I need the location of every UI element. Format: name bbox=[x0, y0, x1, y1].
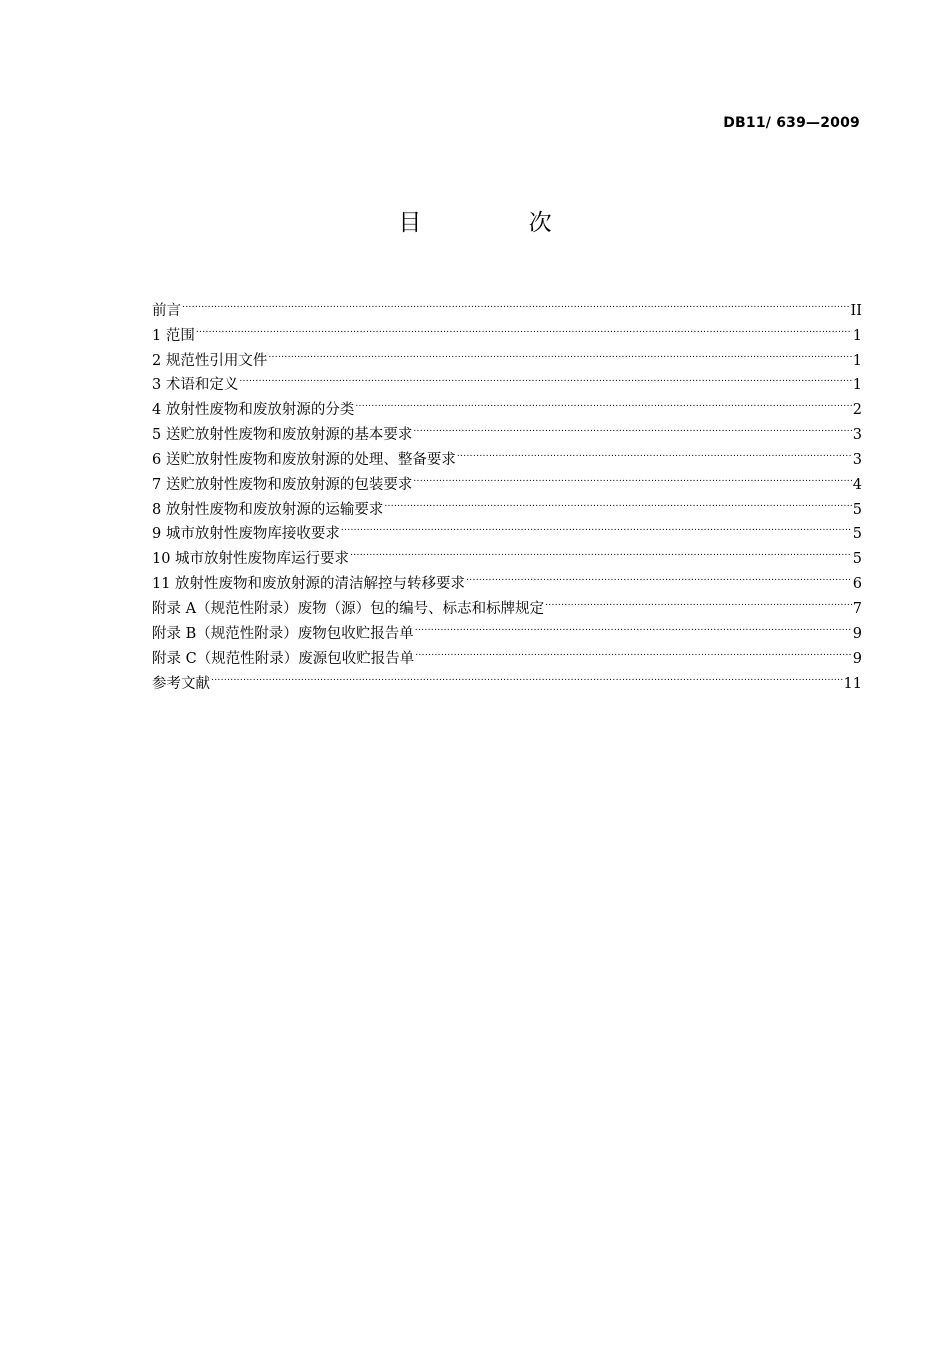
toc-dot-leader bbox=[457, 439, 852, 464]
toc-entry-label: 7 送贮放射性废物和废放射源的包装要求 bbox=[152, 476, 413, 493]
toc-dot-leader bbox=[545, 588, 852, 613]
toc-entry-label: 3 术语和定义 bbox=[152, 377, 239, 394]
toc-dot-leader bbox=[239, 365, 851, 390]
toc-dot-leader bbox=[268, 340, 851, 365]
toc-entry-page: 9 bbox=[852, 625, 862, 642]
toc-entry-label: 8 放射性废物和废放射源的运输要求 bbox=[152, 501, 384, 518]
toc-entry-page: II bbox=[850, 302, 862, 319]
toc-entry-page: 5 bbox=[852, 501, 862, 518]
toc-dot-leader bbox=[341, 514, 852, 539]
toc-dot-leader bbox=[384, 489, 851, 514]
toc-entry-label: 4 放射性废物和废放射源的分类 bbox=[152, 402, 355, 419]
toc-dot-leader bbox=[182, 290, 850, 315]
toc-entry-page: 11 bbox=[843, 675, 862, 692]
toc-entry-page: 2 bbox=[852, 402, 862, 419]
toc-entry-page: 3 bbox=[852, 427, 862, 444]
toc-dot-leader bbox=[415, 613, 852, 638]
toc-entry-page: 6 bbox=[852, 576, 862, 593]
toc-entry-label: 9 城市放射性废物库接收要求 bbox=[152, 526, 340, 543]
table-of-contents bbox=[152, 290, 862, 692]
toc-dot-leader bbox=[211, 663, 843, 688]
toc-dot-leader bbox=[196, 315, 852, 340]
toc-dot-leader bbox=[415, 638, 852, 663]
toc-dot-leader bbox=[466, 563, 852, 588]
page-title: 目 次 bbox=[398, 210, 602, 236]
toc-entry-preface[interactable] bbox=[152, 290, 862, 319]
toc-entry-page: 9 bbox=[852, 650, 862, 667]
toc-entry-1[interactable] bbox=[152, 315, 862, 344]
toc-entry-label: 6 送贮放射性废物和废放射源的处理、整备要求 bbox=[152, 451, 456, 468]
toc-entry-page: 1 bbox=[852, 327, 862, 344]
toc-entry-2[interactable] bbox=[152, 340, 862, 369]
toc-entry-3[interactable] bbox=[152, 365, 862, 394]
toc-entry-label: 附录 C（规范性附录）废源包收贮报告单 bbox=[152, 650, 415, 667]
toc-entry-label: 2 规范性引用文件 bbox=[152, 352, 268, 369]
toc-entry-label: 附录 B（规范性附录）废物包收贮报告单 bbox=[152, 625, 414, 642]
toc-entry-label: 11 放射性废物和废放射源的清洁解控与转移要求 bbox=[152, 576, 466, 593]
toc-entry-page: 4 bbox=[852, 476, 862, 493]
toc-dot-leader bbox=[413, 414, 851, 439]
toc-entry-label: 参考文献 bbox=[152, 675, 210, 692]
toc-entry-label: 5 送贮放射性废物和废放射源的基本要求 bbox=[152, 427, 413, 444]
toc-entry-page: 5 bbox=[852, 551, 862, 568]
toc-entry-label: 前言 bbox=[152, 302, 181, 319]
toc-entry-4[interactable] bbox=[152, 389, 862, 419]
toc-dot-leader bbox=[350, 538, 852, 563]
toc-entry-page: 7 bbox=[852, 600, 862, 617]
toc-entry-page: 3 bbox=[852, 451, 862, 468]
toc-entry-label: 附录 A（规范性附录）废物（源）包的编号、标志和标牌规定 bbox=[152, 600, 545, 617]
toc-entry-page: 1 bbox=[852, 352, 862, 369]
toc-entry-page: 5 bbox=[852, 526, 862, 543]
toc-entry-references[interactable] bbox=[152, 663, 862, 692]
toc-entry-page: 1 bbox=[852, 377, 862, 394]
toc-entry-label: 1 范围 bbox=[152, 327, 195, 344]
toc-dot-leader bbox=[355, 389, 851, 414]
document-code: DB11/ 639—2009 bbox=[723, 115, 860, 131]
toc-dot-leader bbox=[413, 464, 851, 489]
toc-entry-label: 10 城市放射性废物库运行要求 bbox=[152, 551, 350, 568]
